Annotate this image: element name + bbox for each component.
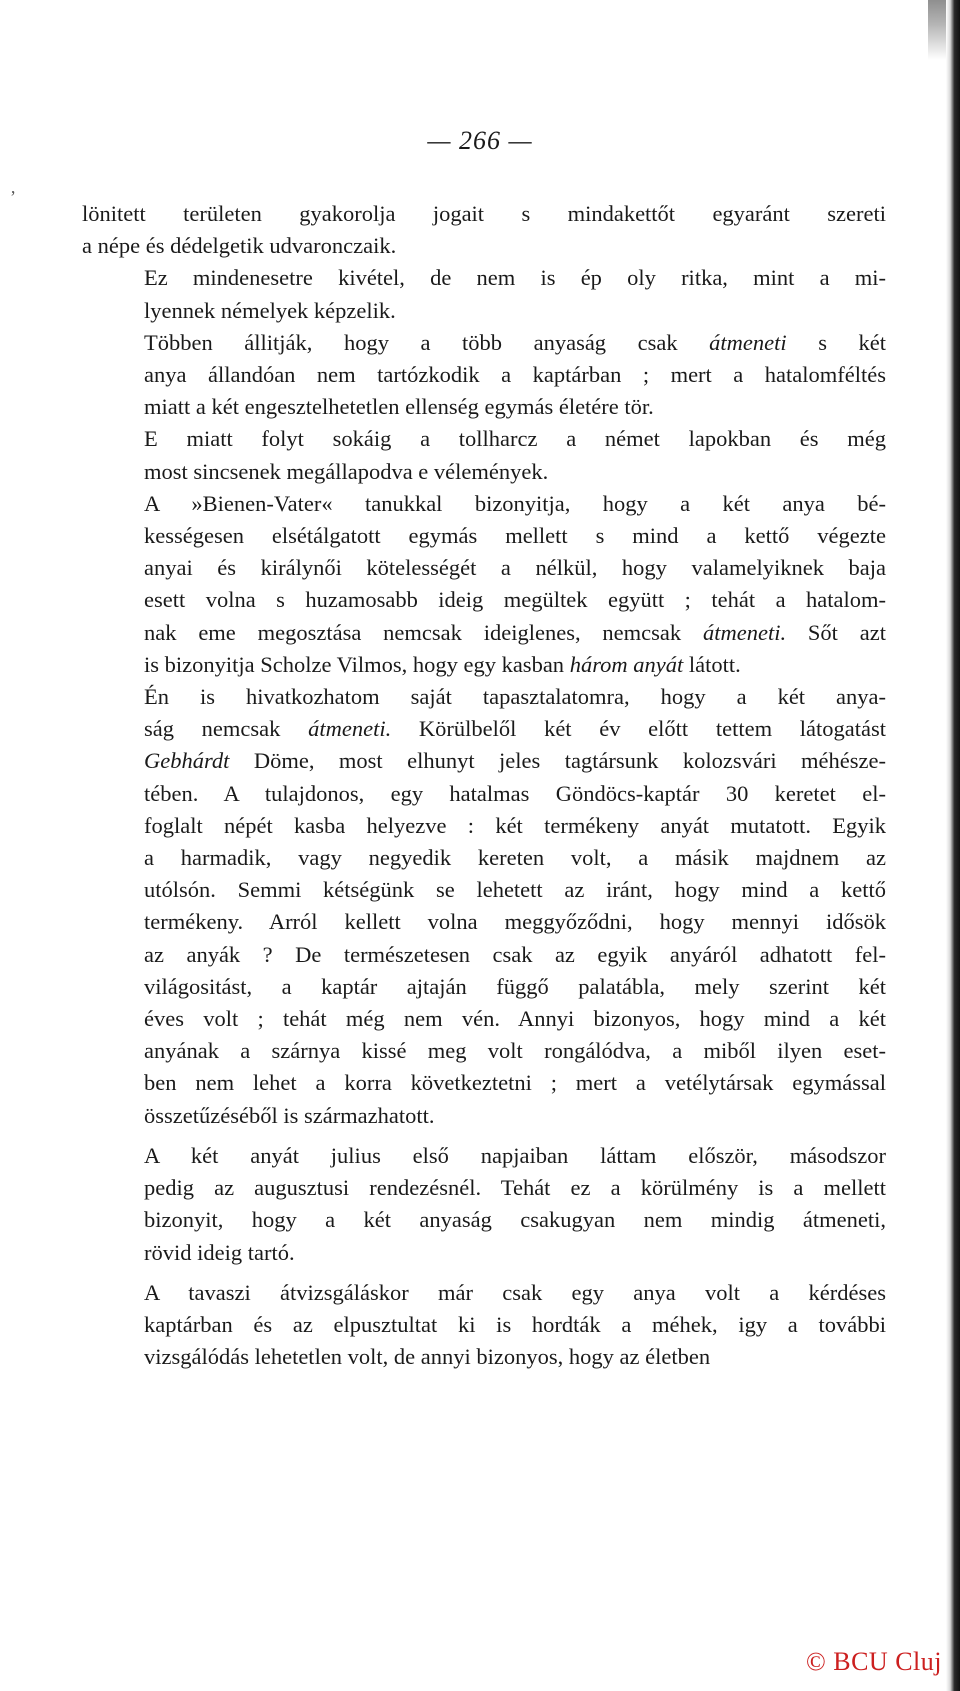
text-line: A két anyát julius első napjaiban láttam először, másodszor xyxy=(144,1142,886,1168)
paragraph xyxy=(82,681,886,1132)
text-line: Többen állitják, hogy a több anyaság csak átmeneti s két xyxy=(144,329,886,355)
text-line: termékeny. Arról kellett volna meggyőződni, hogy mennyi idősök xyxy=(144,909,886,935)
text-line: A »Bienen-Vater« tanukkal bizonyitja, hogy a két anya bé- xyxy=(144,490,886,516)
text-line: a harmadik, vagy negyedik kereten volt, a másik majdnem az xyxy=(144,845,886,871)
body-text xyxy=(82,198,886,1373)
paragraph xyxy=(82,1277,886,1374)
text-line: bizonyit, hogy a két anyaság csakugyan nem mindig átmeneti, xyxy=(144,1207,886,1233)
library-watermark: © BCU Cluj xyxy=(805,1647,942,1676)
text-line: az anyák ? De természetesen csak az egyik anyáról adhatott fel- xyxy=(144,941,886,967)
text-line: kességesen elsétálgatott egymás mellett s mind a kettő végezte xyxy=(144,523,886,549)
text-line: világositást, a kaptár ajtaján függő palatábla, mely szerint két xyxy=(144,973,886,999)
text-line: tében. A tulajdonos, egy hatalmas Göndöcs-kaptár 30 keretet el- xyxy=(144,780,886,806)
text-line: lyennek némelyek képzelik. xyxy=(144,297,396,323)
text-line: kaptárban és az elpusztultat ki is hordták a méhek, igy a további xyxy=(144,1311,886,1337)
text-line: most sincsenek megállapodva e vélemények. xyxy=(144,458,549,484)
text-line: összetűzéséből is származhatott. xyxy=(144,1102,435,1128)
text-line: a népe és dédelgetik udvaronczaik. xyxy=(82,233,397,259)
text-line: Én is hivatkozhatom saját tapasztalatomra, hogy a két anya- xyxy=(144,684,886,710)
text-line: utólsón. Semmi kétségünk se lehetett az iránt, hogy mind a kettő xyxy=(144,877,886,903)
paragraph xyxy=(82,1140,886,1269)
text-line: esett volna s huzamosabb ideig megültek együtt ; tehát a hatalom- xyxy=(144,587,886,613)
text-line: foglalt népét kasba helyezve : két termékeny anyát mutatott. Egyik xyxy=(144,812,886,838)
paragraph xyxy=(82,198,886,262)
text-line: anya állandóan nem tartózkodik a kaptárban ; mert a hatalomféltés xyxy=(144,362,886,388)
stray-mark: ʼ xyxy=(10,187,16,207)
text-line: anyai és királynői kötelességét a nélkül, hogy valamelyiknek baja xyxy=(144,555,886,581)
text-line: rövid ideig tartó. xyxy=(144,1239,295,1265)
text-line: anyának a szárnya kissé meg volt rongálódva, a miből ilyen eset- xyxy=(144,1038,886,1064)
text-line: E miatt folyt sokáig a tollharcz a német lapokban és még xyxy=(144,426,886,452)
text-line: is bizonyitja Scholze Vilmos, hogy egy kasban három anyát látott. xyxy=(144,651,741,677)
paragraph xyxy=(82,262,886,326)
text-line: ben nem lehet a korra következtetni ; mert a vetélytársak egymással xyxy=(144,1070,886,1096)
text-line: miatt a két engesztelhetetlen ellenség egymás életére tör. xyxy=(144,394,654,420)
text-line: Ez mindenesetre kivétel, de nem is ép oly ritka, mint a mi- xyxy=(144,265,886,291)
text-line: ság nemcsak átmeneti. Körülbelől két év előtt tettem látogatást xyxy=(144,716,886,742)
text-line: A tavaszi átvizsgáláskor már csak egy anya volt a kérdéses xyxy=(144,1279,886,1305)
paragraph xyxy=(82,327,886,424)
text-line: pedig az augusztusi rendezésnél. Tehát ez a körülmény is a mellett xyxy=(144,1175,886,1201)
page-edge-binding xyxy=(946,0,960,1691)
paragraph xyxy=(82,488,886,681)
text-line: nak eme megosztása nemcsak ideiglenes, nemcsak átmeneti. Sőt azt xyxy=(144,619,886,645)
paragraph xyxy=(82,423,886,487)
page-number: — 266 — xyxy=(427,126,533,155)
text-line: éves volt ; tehát még nem vén. Annyi bizonyos, hogy mind a két xyxy=(144,1006,886,1032)
text-line: Gebhárdt Döme, most elhunyt jeles tagtársunk kolozsvári méhésze- xyxy=(144,748,886,774)
text-line: lönitett területen gyakorolja jogait s mindakettőt egyaránt szereti xyxy=(82,201,886,226)
text-line: vizsgálódás lehetetlen volt, de annyi bizonyos, hogy az életben xyxy=(144,1344,711,1370)
